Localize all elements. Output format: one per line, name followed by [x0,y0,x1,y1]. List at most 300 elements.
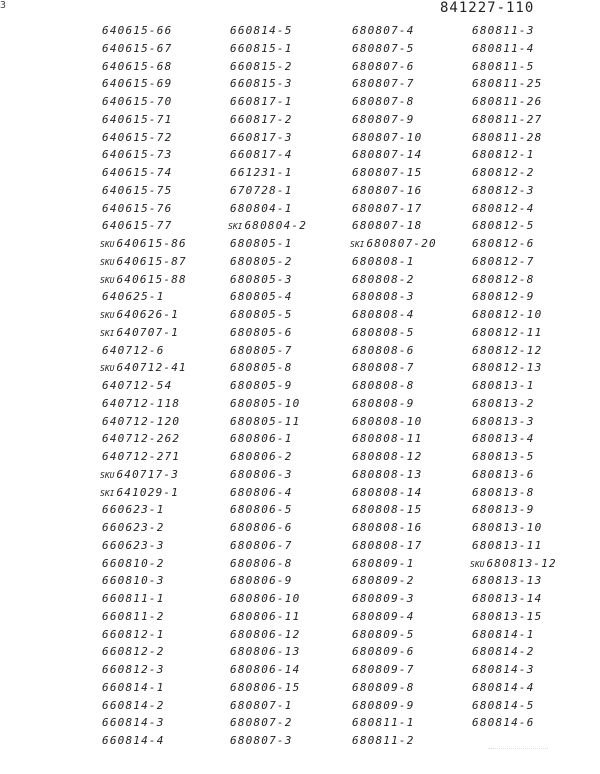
list-item [100,271,187,289]
list-item [470,58,557,76]
list-item [100,395,187,413]
list-item [350,608,437,626]
column-3 [350,22,437,750]
list-item [350,714,437,732]
list-item [350,182,437,200]
item-number: 680807-5 [352,41,415,55]
list-item [228,679,307,697]
item-number: 680805-8 [230,361,293,375]
item-number: 660811-2 [102,609,165,623]
list-item [470,590,557,608]
list-item [228,626,307,644]
item-number: 680812-6 [472,237,535,250]
item-number: 680813-5 [472,450,535,463]
list-item [470,430,557,448]
item-number: 640615-86 [116,237,187,250]
item-number: 680813-4 [472,432,535,446]
item-number: 680806-10 [230,592,301,605]
item-number: 660812-2 [102,645,165,659]
list-item [470,129,557,147]
item-number: 640625-1 [102,290,165,304]
item-number: 680808-12 [352,450,423,463]
item-number: 680812-11 [472,325,543,339]
list-item [228,395,307,413]
list-item [470,75,557,93]
list-item [470,572,557,590]
list-item [100,324,187,342]
item-number: 680805-4 [230,290,293,304]
item-number: 640615-70 [102,95,173,108]
item-number: 680808-13 [352,467,423,481]
item-number: 640615-73 [102,148,173,162]
list-item [100,643,187,661]
list-item [228,93,307,111]
item-number: 680808-14 [352,485,423,499]
page-header-number: 841227-110 [440,0,535,16]
list-item [470,200,557,218]
item-number: 680808-10 [352,414,423,428]
item-prefix: SKU [100,275,115,285]
list-item [470,164,557,182]
list-item [228,164,307,182]
item-prefix: SKI [100,488,115,498]
item-number: 640712-41 [116,361,187,375]
item-number: 660817-2 [230,112,293,126]
list-item [100,697,187,715]
list-item [470,271,557,289]
list-item [228,58,307,76]
item-number: 680805-10 [230,396,301,410]
item-number: 680806-5 [230,503,293,517]
item-number: 680805-3 [230,272,293,286]
list-item [228,111,307,129]
item-number: 640615-72 [102,130,173,144]
item-number: 660817-4 [230,148,293,162]
list-item [100,714,187,732]
list-item [350,217,437,235]
list-item [470,661,557,679]
item-number: 680805-11 [230,414,301,428]
item-number: 680809-7 [352,663,415,676]
item-number: 680811-2 [352,734,415,747]
item-number: 680811-1 [352,716,415,730]
list-item [350,413,437,431]
list-item [100,359,187,377]
item-number: 680804-1 [230,201,293,215]
item-number: 680808-6 [352,343,415,357]
list-item [228,537,307,555]
list-item [350,271,437,289]
item-prefix: SKI [350,240,365,249]
item-number: 680808-1 [352,254,415,268]
list-item [350,679,437,697]
list-item [470,324,557,342]
item-number: 680809-8 [352,680,415,694]
item-number: 680807-18 [352,219,423,233]
list-item [228,288,307,306]
list-item [470,484,557,502]
item-number: 680811-28 [472,130,543,144]
list-item [228,182,307,200]
list-item [100,537,187,555]
item-number: 680813-12 [486,556,557,570]
item-number: 680804-2 [244,219,308,233]
list-item [350,643,437,661]
list-item [350,501,437,519]
list-item [228,40,307,58]
list-item [228,377,307,395]
list-item [100,40,187,58]
list-item [228,324,307,342]
list-item [470,537,557,555]
item-number: 680807-16 [352,183,423,197]
item-prefix: SKI [228,222,243,232]
item-number: 680806-15 [230,680,301,694]
list-item [228,590,307,608]
list-item [350,377,437,395]
item-number: 680808-5 [352,325,415,339]
item-number: 680812-1 [472,148,535,162]
list-item [228,448,307,466]
list-item [350,111,437,129]
list-item [350,430,437,448]
item-number: 640615-76 [102,201,173,215]
item-number: 680805-2 [230,254,293,268]
list-item [100,501,187,519]
list-item [228,555,307,573]
list-item [470,306,557,324]
item-number: 680811-26 [472,95,543,108]
item-number: 661231-1 [230,166,293,179]
item-number: 640712-6 [102,343,165,357]
list-item [470,448,557,466]
list-item [350,661,437,679]
list-item [350,342,437,360]
list-item [470,395,557,413]
item-number: 680814-4 [472,680,535,694]
item-prefix: SKU [100,364,115,374]
item-number: 640712-262 [102,432,181,446]
list-item [350,324,437,342]
item-number: 680808-15 [352,503,423,517]
list-item [470,377,557,395]
list-item [350,626,437,644]
item-number: 680813-6 [472,467,535,481]
list-item [228,501,307,519]
list-item [100,466,187,484]
item-prefix: SKU [470,559,485,569]
column-2 [228,22,307,750]
list-item [470,253,557,271]
item-number: 680807-17 [352,201,423,215]
item-number: 680813-2 [472,396,535,410]
list-item [470,714,557,732]
item-number: 640626-1 [116,308,180,321]
list-item [470,643,557,661]
list-item [100,430,187,448]
list-item [100,129,187,147]
item-number: 680807-9 [352,112,415,126]
list-item [100,93,187,111]
item-number: 680813-3 [472,414,535,428]
item-number: 640615-87 [116,254,187,268]
item-number: 640615-67 [102,41,173,55]
list-item [350,200,437,218]
list-item [470,359,557,377]
list-item [228,732,307,750]
item-number: 680808-3 [352,290,415,304]
item-number: 680809-4 [352,609,415,623]
list-item [100,342,187,360]
item-number: 680807-10 [352,130,423,144]
item-number: 680806-13 [230,645,301,659]
item-number: 680805-1 [230,237,293,250]
list-item [350,22,437,40]
item-number: 680809-5 [352,627,415,641]
list-item [100,608,187,626]
item-prefix: SKU [100,257,115,267]
item-prefix: SKU [100,311,115,320]
list-item [100,58,187,76]
list-item [350,590,437,608]
list-item [100,732,187,750]
item-number: 660812-3 [102,663,165,676]
item-number: 660810-2 [102,556,165,570]
item-number: 680806-14 [230,663,301,676]
column-1 [100,22,187,750]
list-item [350,395,437,413]
list-item [350,555,437,573]
list-item [100,413,187,431]
list-item [470,22,557,40]
item-prefix: SKI [100,328,115,338]
item-number: 640615-68 [102,59,173,73]
item-number: 680813-1 [472,379,535,392]
item-number: 680813-8 [472,485,535,499]
item-number: 660814-1 [102,680,165,694]
list-item [350,484,437,502]
item-number: 640615-74 [102,166,173,179]
item-number: 680805-6 [230,325,293,339]
item-number: 680814-2 [472,645,535,659]
list-item [470,111,557,129]
list-item [350,93,437,111]
list-item [350,359,437,377]
item-number: 660811-1 [102,592,165,605]
item-number: 640615-77 [102,219,173,233]
item-number: 680807-7 [352,77,415,91]
item-number: 660623-3 [102,538,165,552]
list-item [228,466,307,484]
item-number: 680807-1 [230,698,293,712]
list-item [470,519,557,537]
list-item [228,359,307,377]
list-item [100,590,187,608]
edge-mark: 3 [0,0,7,11]
list-item [100,519,187,537]
list-item [228,271,307,289]
list-item [470,413,557,431]
item-number: 680808-7 [352,361,415,375]
list-item [228,413,307,431]
list-item [470,697,557,715]
list-item [350,466,437,484]
item-number: 680813-9 [472,503,535,517]
item-number: 680808-8 [352,379,415,392]
item-number: 680807-6 [352,59,415,73]
list-item [228,697,307,715]
item-number: 680809-6 [352,645,415,659]
item-number: 680806-7 [230,538,293,552]
list-item [100,182,187,200]
list-item [470,626,557,644]
item-number: 640712-54 [102,379,173,392]
item-number: 660623-1 [102,503,165,517]
list-item [470,217,557,235]
item-number: 680814-3 [472,663,535,676]
item-number: 680805-9 [230,379,293,392]
item-number: 640615-71 [102,112,173,126]
item-number: 640712-271 [102,450,181,463]
item-number: 680807-15 [352,166,423,179]
item-number: 660814-2 [102,698,165,712]
list-item [350,129,437,147]
item-number: 680805-5 [230,308,293,321]
item-number: 670728-1 [230,183,293,197]
list-item [228,253,307,271]
list-item [228,342,307,360]
list-item [100,555,187,573]
list-item [228,22,307,40]
list-item [470,146,557,164]
list-item [350,572,437,590]
item-number: 680811-4 [472,41,535,55]
list-item [470,342,557,360]
list-item [228,661,307,679]
list-item [100,679,187,697]
item-number: 680806-4 [230,485,293,499]
item-number: 641029-1 [116,485,180,499]
list-item [100,448,187,466]
list-item [228,643,307,661]
item-number: 660815-2 [230,59,293,73]
list-item [228,306,307,324]
item-number: 680806-3 [230,467,293,481]
list-item [470,182,557,200]
item-number: 680812-10 [472,308,543,321]
item-number: 680812-5 [472,219,535,233]
item-number: 680807-3 [230,734,293,747]
item-number: 680809-2 [352,574,415,588]
item-number: 680808-11 [352,432,423,446]
item-number: 660815-3 [230,77,293,91]
list-item [100,217,187,235]
list-item [350,519,437,537]
list-item [228,235,307,253]
item-number: 680809-9 [352,698,415,712]
item-number: 660812-1 [102,627,165,641]
list-item [100,75,187,93]
item-number: 680806-12 [230,627,301,641]
list-item [470,501,557,519]
item-number: 680805-7 [230,343,293,357]
list-item [228,200,307,218]
item-number: 680806-9 [230,574,293,588]
item-number: 660810-3 [102,574,165,588]
list-item [350,235,437,253]
item-number: 640712-118 [102,396,181,410]
list-item [350,697,437,715]
list-item [100,22,187,40]
item-number: 640615-75 [102,183,173,197]
item-number: 640615-88 [116,272,187,286]
item-number: 680814-1 [472,627,535,641]
item-number: 680809-3 [352,592,415,605]
item-number: 680807-2 [230,716,293,730]
list-item [100,146,187,164]
list-item [350,164,437,182]
item-number: 660817-3 [230,130,293,144]
item-number: 640615-69 [102,77,173,91]
item-number: 680812-13 [472,361,543,375]
item-number: 680806-1 [230,432,293,446]
item-number: 680814-6 [472,716,535,730]
column-4 [470,22,557,732]
item-number: 680808-9 [352,396,415,410]
item-number: 680813-15 [472,609,543,623]
item-number: 680812-3 [472,183,535,197]
list-item [350,537,437,555]
item-number: 680809-1 [352,556,415,570]
list-item [350,146,437,164]
item-number: 680806-2 [230,450,293,463]
list-item [350,288,437,306]
list-item [100,377,187,395]
list-item [228,608,307,626]
item-number: 640712-120 [102,414,181,428]
item-number: 680812-12 [472,343,543,357]
item-number: 660814-4 [102,734,165,747]
list-item [228,484,307,502]
item-number: 680813-10 [472,521,543,534]
list-item [470,679,557,697]
list-item [228,217,307,235]
item-number: 680811-25 [472,77,543,91]
list-item [228,146,307,164]
list-item [100,200,187,218]
item-number: 680812-9 [472,290,535,304]
list-item [470,466,557,484]
list-item [350,40,437,58]
item-number: 680808-17 [352,538,423,552]
list-item [228,714,307,732]
list-item [470,40,557,58]
item-number: 680813-11 [472,538,543,552]
item-number: 680812-4 [472,201,535,215]
list-item [100,572,187,590]
item-number: 680806-8 [230,556,293,570]
item-number: 680808-2 [352,272,415,286]
list-item [100,484,187,502]
item-number: 680813-13 [472,574,543,588]
list-item [100,626,187,644]
list-item [228,129,307,147]
list-item [350,732,437,750]
list-item [228,572,307,590]
item-prefix: SKU [100,470,115,480]
item-number: 640717-3 [116,467,180,481]
list-item [100,253,187,271]
